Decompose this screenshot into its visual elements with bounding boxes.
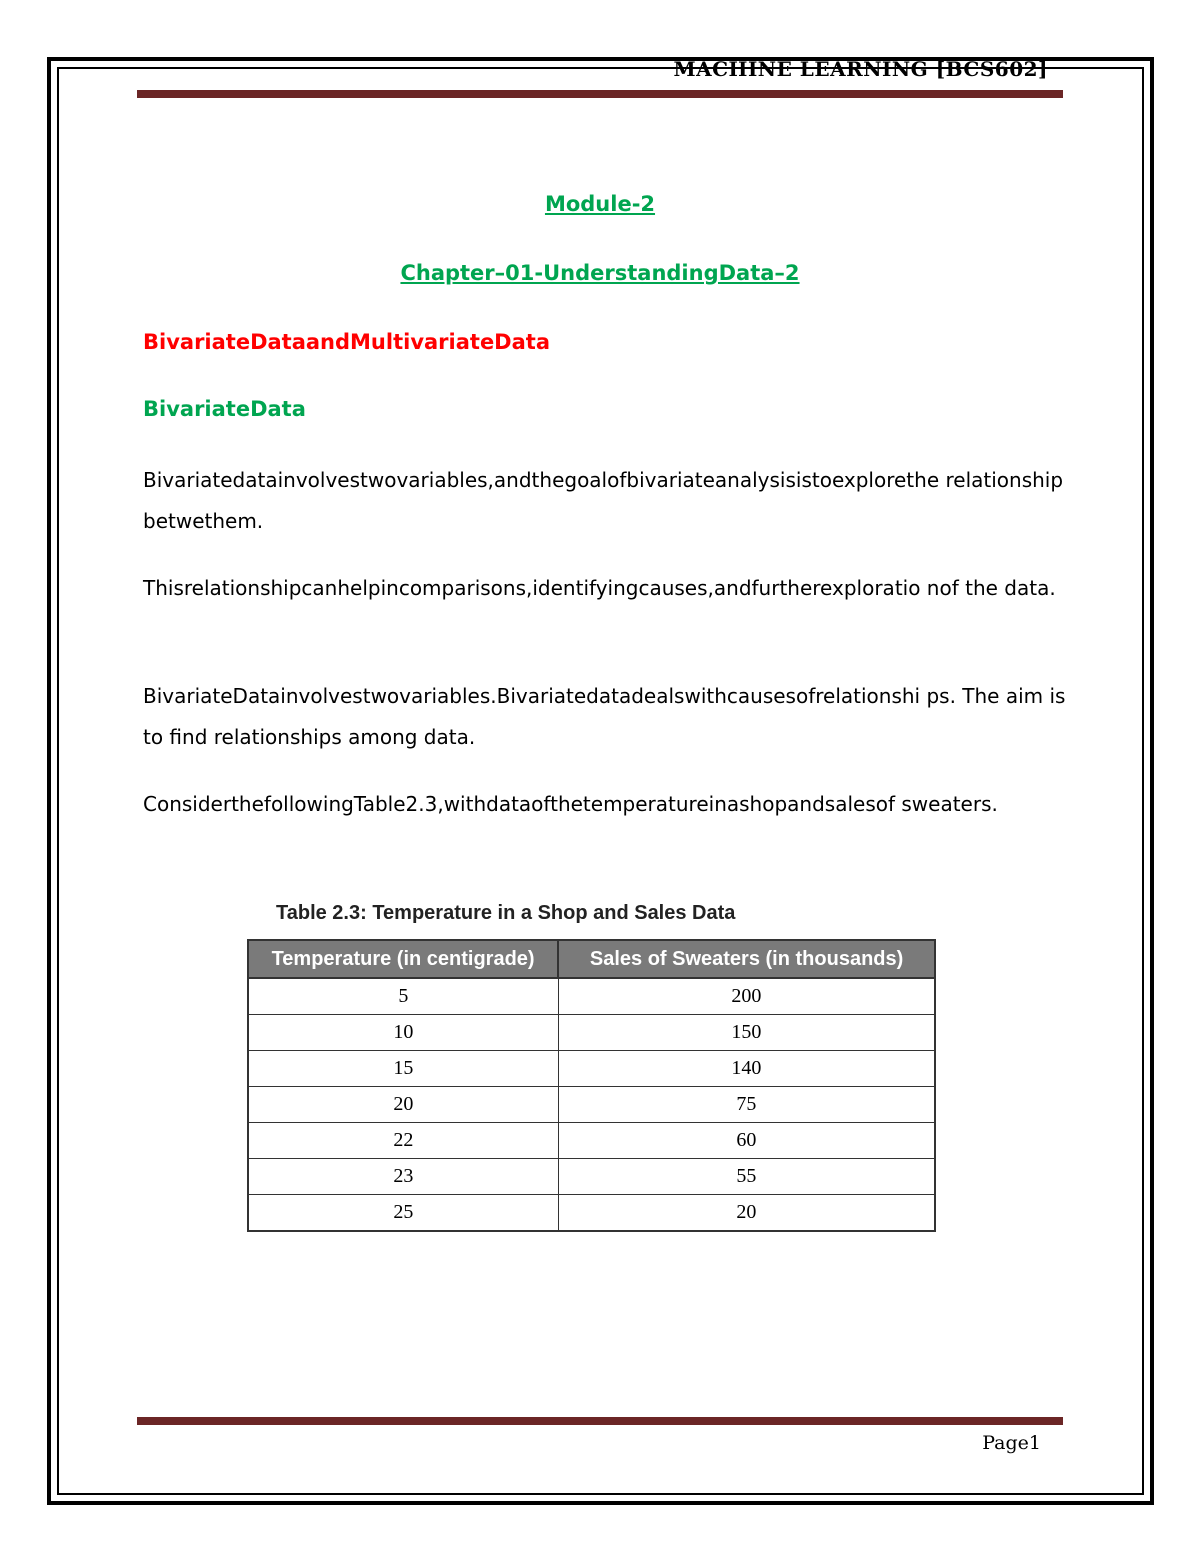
table-cell-sales: 20	[558, 1195, 935, 1232]
table-cell-sales: 55	[558, 1159, 935, 1195]
table-cell-temperature: 5	[248, 978, 558, 1015]
table-cell-sales: 140	[558, 1051, 935, 1087]
table-caption: Table 2.3: Temperature in a Shop and Sales Data	[276, 902, 736, 924]
section-heading-main: BivariateDataandMultivariateData	[143, 330, 550, 354]
table-header-sales: Sales of Sweaters (in thousands)	[558, 940, 935, 978]
paragraph-3: BivariateDatainvolvestwovariables.Bivariatedatadealswithcausesofrelationshi ps. The aim is to find relationships among data.	[143, 684, 1066, 749]
paragraph-2: Thisrelationshipcanhelpincomparisons,identifyingcauses,andfurtherexploratio nof the data.	[143, 576, 1056, 600]
table-cell-temperature: 22	[248, 1123, 558, 1159]
module-title: Module-2	[544, 192, 656, 216]
table-row	[248, 1087, 935, 1123]
header-course-label: MACHINE LEARNING [BCS602]	[673, 57, 1048, 81]
footer-rule	[137, 1417, 1063, 1425]
table-cell-temperature: 25	[248, 1195, 558, 1232]
table-cell-temperature: 15	[248, 1051, 558, 1087]
table-row	[248, 978, 935, 1015]
table-cell-temperature: 20	[248, 1087, 558, 1123]
table-cell-sales: 200	[558, 978, 935, 1015]
page-number: Page1	[982, 1432, 1041, 1454]
table-row	[248, 1015, 935, 1051]
table-cell-sales: 60	[558, 1123, 935, 1159]
section-heading-bivariate: BivariateData	[143, 397, 306, 421]
data-table	[247, 939, 936, 1232]
table-cell-sales: 75	[558, 1087, 935, 1123]
table-row	[248, 1123, 935, 1159]
table-header-temperature: Temperature (in centigrade)	[248, 940, 558, 978]
table-header-row	[248, 940, 935, 978]
table-cell-temperature: 23	[248, 1159, 558, 1195]
paragraph-4: ConsiderthefollowingTable2.3,withdataofthetemperatureinashopandsalesof sweaters.	[143, 792, 998, 816]
chapter-title: Chapter–01-UnderstandingData–2	[400, 261, 800, 285]
table-row	[248, 1159, 935, 1195]
table-cell-temperature: 10	[248, 1015, 558, 1051]
header-rule	[137, 90, 1063, 98]
table-row	[248, 1195, 935, 1232]
table-cell-sales: 150	[558, 1015, 935, 1051]
table-row	[248, 1051, 935, 1087]
paragraph-1: Bivariatedatainvolvestwovariables,andthegoalofbivariateanalysisistoexplorethe relationship betwethem.	[143, 468, 1064, 533]
